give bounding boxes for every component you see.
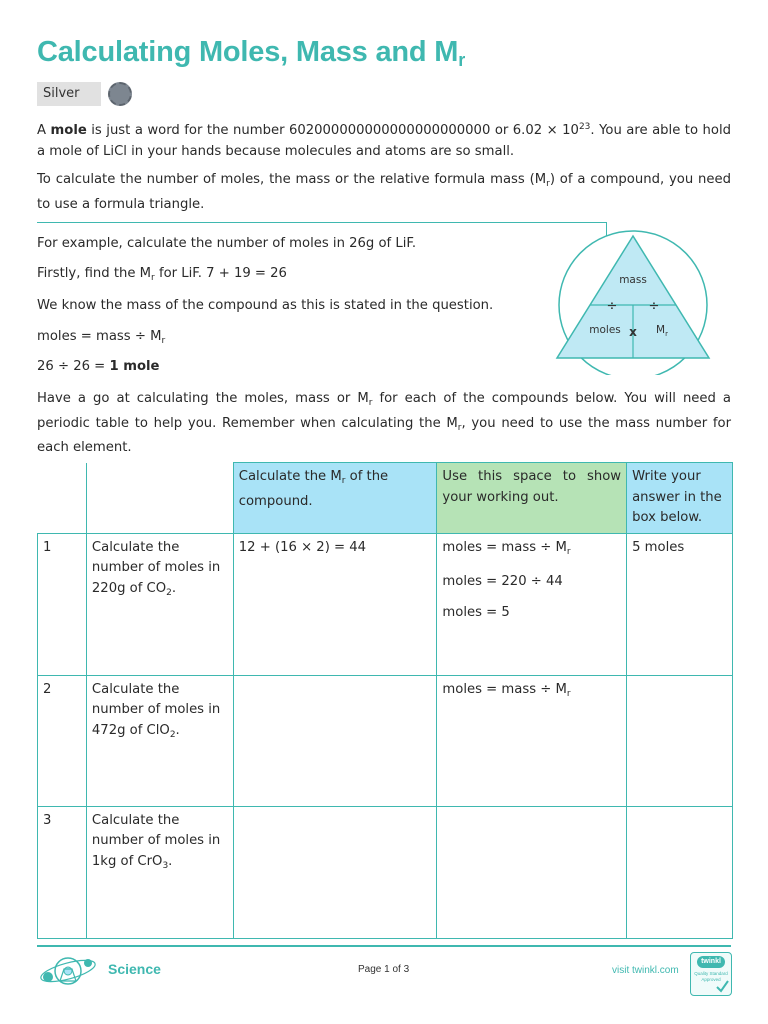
quality-badge <box>690 952 732 996</box>
intro-paragraph-2: To calculate the number of moles, the mass or the relative formula mass $(M_r)$ of a compound, you need to use a formula triangle. <box>37 172 731 212</box>
triangle-times-sign: x <box>629 325 637 339</box>
moles-worksheet-table <box>37 462 733 939</box>
level-badge: Silver <box>37 82 101 106</box>
example-line-3: We know the mass of the compound as this is stated in the question. <box>37 298 494 313</box>
working-line-1: moles = mass ÷ $M_r$ <box>442 681 571 699</box>
example-line-2: Firstly, find the $M_r$ for LiF. 7 + 19 = 26 <box>37 266 287 283</box>
row-number: 3 <box>38 806 87 938</box>
footer-page-number: Page 1 of 3 <box>358 964 410 975</box>
example-line-1: For example, calculate the number of moles in 26g of LiF. <box>37 236 417 251</box>
formula-triangle-diagram <box>548 230 718 375</box>
table-row <box>38 675 733 806</box>
row-question: Calculate the number of moles in 1kg of CrO$_3$. <box>86 806 233 938</box>
example-line-4: moles = mass ÷ $M_r$ <box>37 329 166 346</box>
footer-visit-link[interactable]: visit twinkl.com <box>612 965 679 976</box>
table-row <box>38 533 733 675</box>
header-working-column: Use this space to show your working out. <box>437 463 627 534</box>
table-header-row <box>38 463 733 534</box>
row-question: Calculate the number of moles in 472g of ClO$_2$. <box>86 675 233 806</box>
working-line-3: moles = 5 <box>442 604 510 620</box>
page-title: Calculating Moles, Mass and $M_r$ <box>37 36 466 70</box>
triangle-divide-left: ÷ <box>606 299 618 314</box>
row-question: Calculate the number of moles in 220g of $CO_2$. <box>86 533 233 675</box>
silver-medal-icon <box>108 82 132 106</box>
row-mr-cell[interactable]: 12 + (16 × 2) = 44 <box>233 533 437 675</box>
row-working-cell[interactable] <box>437 806 627 938</box>
example-line-5: 26 ÷ 26 = 1 mole <box>37 359 160 374</box>
checkmark-icon <box>691 953 731 995</box>
header-answer-column: Write your answer in the box below. <box>627 463 733 534</box>
header-empty-cell <box>38 463 87 534</box>
row-mr-cell[interactable] <box>233 806 437 938</box>
table-row <box>38 806 733 938</box>
row-answer-cell[interactable]: 5 moles <box>627 533 733 675</box>
row-working-cell[interactable] <box>437 675 627 806</box>
triangle-moles-label: moles <box>589 324 621 336</box>
triangle-divide-right: ÷ <box>648 299 660 314</box>
instructions-paragraph: Have a go at calculating the moles, mass or $M_r$ for each of the compounds below. You will need a periodic table to help you. Remember when calculating the $M_r$, you need to use the mass number for each element. <box>37 391 731 455</box>
example-divider <box>37 222 607 223</box>
badge-text: Quality Standard Approved <box>694 971 728 982</box>
header-empty-cell <box>86 463 233 534</box>
row-number: 1 <box>38 533 87 675</box>
working-line-2: moles = 220 ÷ 44 <box>442 574 563 589</box>
row-mr-cell[interactable] <box>233 675 437 806</box>
footer-subject: Science <box>108 961 161 977</box>
intro-paragraph-1: A mole is just a word for the number 602000000000000000000000 or $6.02 \times 10^{23}$. You are able to hold a mole of LiCl in your hands because molecules and atoms are so small. <box>37 122 731 159</box>
row-answer-cell[interactable] <box>627 675 733 806</box>
science-logo-icon <box>36 951 100 991</box>
row-answer-cell[interactable] <box>627 806 733 938</box>
triangle-mass-label: mass <box>619 274 647 286</box>
row-number: 2 <box>38 675 87 806</box>
badge-brand: twinkl <box>697 956 725 968</box>
row-working-cell[interactable] <box>437 533 627 675</box>
footer-divider <box>37 945 731 947</box>
triangle-mr-label: $M_r$ <box>656 324 668 338</box>
header-mr-column: Calculate the $M_r$ of the compound. <box>233 463 437 534</box>
working-line-1: moles = mass ÷ $M_r$ <box>442 539 571 557</box>
